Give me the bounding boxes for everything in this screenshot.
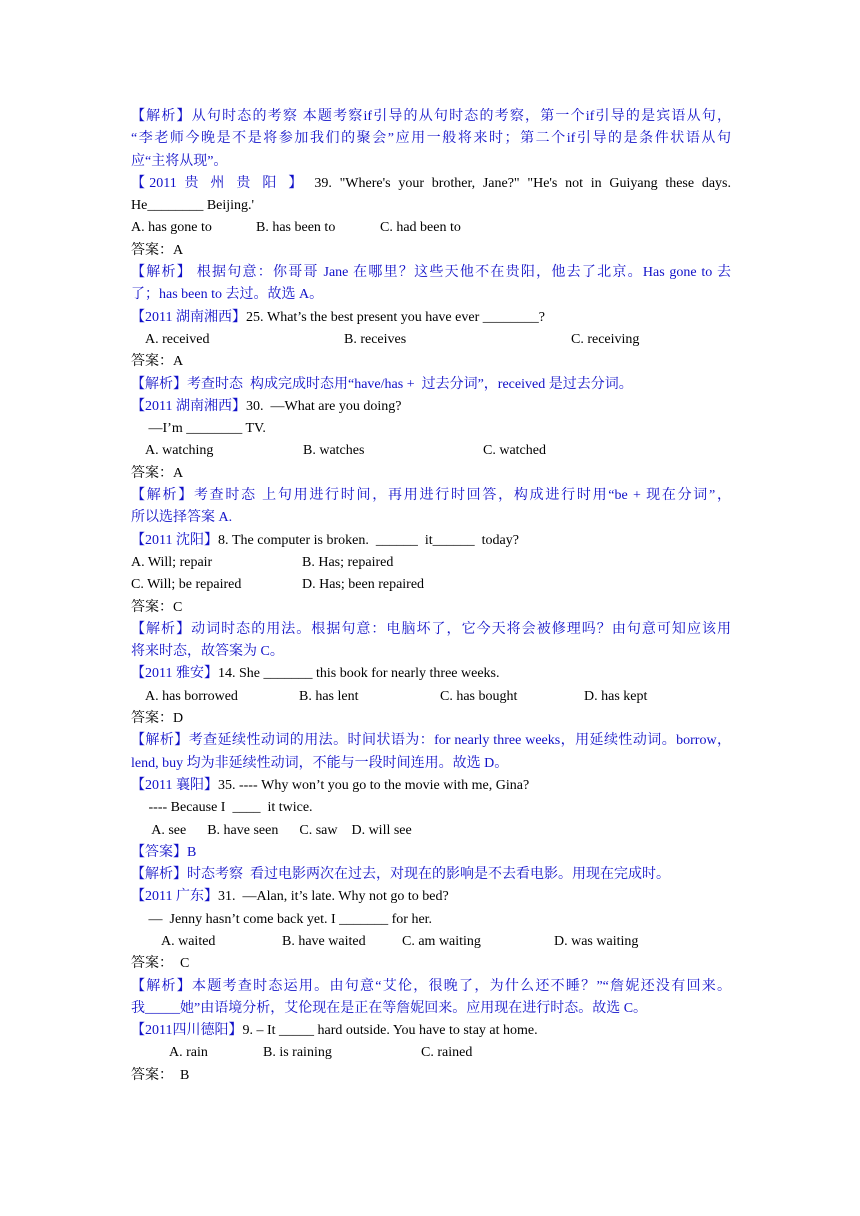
explanation-line: 【答案】B [131, 844, 197, 860]
source-tag: 【2011 贵 州 贵 阳 】 [131, 175, 307, 191]
question-text: 9. – It _____ hard outside. You have to stay at home. [242, 1023, 538, 1039]
option: C. has bought [440, 688, 518, 704]
explanation-line: 【解析】从句时态的考察 本题考察if引导的从句时态的考察，第一个if引导的是宾语从句， [131, 109, 731, 124]
option: A. Will; repair [131, 554, 213, 570]
answer-line: 答案：C [131, 599, 183, 615]
explanation-line: 【解析】动词时态的用法。根据句意：电脑坏了，它今天将会被修理吗？由句意可知应该用 [131, 621, 731, 637]
answer-options [131, 686, 731, 708]
source-tag: 【2011四川德阳】 [131, 1023, 243, 1039]
option: B. Has; repaired [302, 554, 394, 570]
question-text: 25. What’s the best present you have ever ________? [245, 309, 545, 325]
answer-line: 答案：D [131, 711, 184, 727]
source-tag: 【2011 广东】 [131, 889, 218, 905]
question-line [131, 775, 731, 797]
question-text: 8. The computer is broken. ______ it______ today? [217, 532, 519, 548]
answer-line: 答案：A [131, 354, 184, 370]
option: B. watches [303, 443, 365, 459]
question-line [131, 307, 731, 329]
option: C. rained [421, 1045, 473, 1061]
text-line: He________ Beijing.' [131, 198, 255, 214]
question-text: 31. —Alan, it’s late. Why not go to bed? [217, 889, 449, 905]
option: D. was waiting [554, 933, 639, 949]
question-text: 35. ---- Why won’t you go to the movie with me, Gina? [217, 777, 530, 793]
option: C. had been to [380, 220, 461, 236]
question-line [131, 663, 731, 685]
explanation-line: lend, buy 均为非延续性动词，不能与一段时间连用。故选 D。 [131, 755, 509, 771]
option: B. have waited [282, 933, 366, 949]
explanation-line: “李老师今晚是不是将参加我们的聚会”应用一般将来时；第二个if引导的是条件状语从句 [131, 131, 731, 147]
explanation-line: 应“主将从现”。 [131, 153, 228, 169]
explanation-line: 我_____她”由语境分析，艾伦现在是正在等詹妮回来。应用现在进行时态。故选 C。 [131, 1000, 648, 1016]
option: A. has gone to [131, 220, 212, 236]
option: D. Has; been repaired [302, 577, 425, 593]
option: A. watching [145, 443, 214, 459]
source-tag: 【2011 湖南湘西】 [131, 398, 246, 414]
option: C. Will; be repaired [131, 577, 242, 593]
answer-line: 答案： C [131, 956, 190, 972]
answer-options [131, 931, 731, 953]
option: C. receiving [571, 331, 640, 347]
source-tag: 【2011 沈阳】 [131, 532, 218, 548]
option: C. watched [483, 443, 546, 459]
option: A. has borrowed [145, 688, 238, 704]
option: B. has been to [256, 220, 336, 236]
question-line [131, 173, 731, 195]
option: C. am waiting [402, 933, 481, 949]
answer-options [131, 552, 731, 574]
text-line: — Jenny hasn’t come back yet. I _______ for her. [131, 911, 433, 927]
question-text: 14. She _______ this book for nearly three weeks. [217, 666, 500, 682]
answer-options [131, 574, 731, 596]
source-tag: 【2011 襄阳】 [131, 777, 218, 793]
answer-options [131, 217, 731, 239]
source-tag: 【2011 雅安】 [131, 666, 218, 682]
explanation-line: 将来时态，故答案为 C。 [131, 644, 284, 660]
source-tag: 【2011 湖南湘西】 [131, 309, 246, 325]
question-text: 30. —What are you doing? [245, 398, 402, 414]
question-line [131, 396, 731, 418]
text-line: ---- Because I ____ it twice. [131, 800, 313, 816]
explanation-line: 【解析】时态考察 看过电影两次在过去，对现在的影响是不去看电影。用现在完成时。 [131, 867, 670, 883]
option: B. has lent [299, 688, 359, 704]
explanation-line: 了；has been to 去过。故选 A。 [131, 287, 324, 303]
question-text: 39. "Where's your brother, Jane?" "He's not in Guiyang these days. [306, 175, 731, 191]
text-line: A. see B. have seen C. saw D. will see [131, 822, 412, 838]
question-line [131, 530, 731, 552]
answer-options [131, 1042, 731, 1064]
explanation-line: 【解析】考查时态 上句用进行时间，再用进行时回答，构成进行时用“be + 现在分词”， [131, 488, 731, 504]
option: A. waited [161, 933, 216, 949]
answer-options [131, 440, 731, 462]
question-line [131, 886, 731, 908]
explanation-line: 【解析】考查延续性动词的用法。时间状语为：for nearly three weeks，用延续性动词。borrow， [131, 733, 731, 749]
option: B. is raining [263, 1045, 332, 1061]
answer-line: 答案：A [131, 465, 184, 481]
option: A. received [145, 331, 210, 347]
explanation-line: 所以选择答案 A. [131, 510, 233, 526]
text-line: —I’m ________ TV. [131, 421, 266, 437]
option: B. receives [344, 331, 407, 347]
explanation-line: 【解析】本题考查时态运用。由句意“艾伦，很晚了，为什么还不睡？”“詹妮还没有回来。 [131, 978, 731, 994]
answer-line: 答案： B [131, 1067, 190, 1083]
explanation-line: 【解析】 根据句意：你哥哥 Jane 在哪里？这些天他不在贵阳，他去了北京。Has gone to 去 [131, 265, 731, 281]
option: D. has kept [584, 688, 648, 704]
answer-options [131, 329, 731, 351]
explanation-line: 【解析】考查时态 构成完成时态用“have/has + 过去分词”，received 是过去分词。 [131, 376, 633, 392]
option: A. rain [169, 1045, 208, 1061]
question-line [131, 1020, 731, 1042]
document-page [131, 106, 731, 1087]
answer-line: 答案：A [131, 242, 184, 258]
